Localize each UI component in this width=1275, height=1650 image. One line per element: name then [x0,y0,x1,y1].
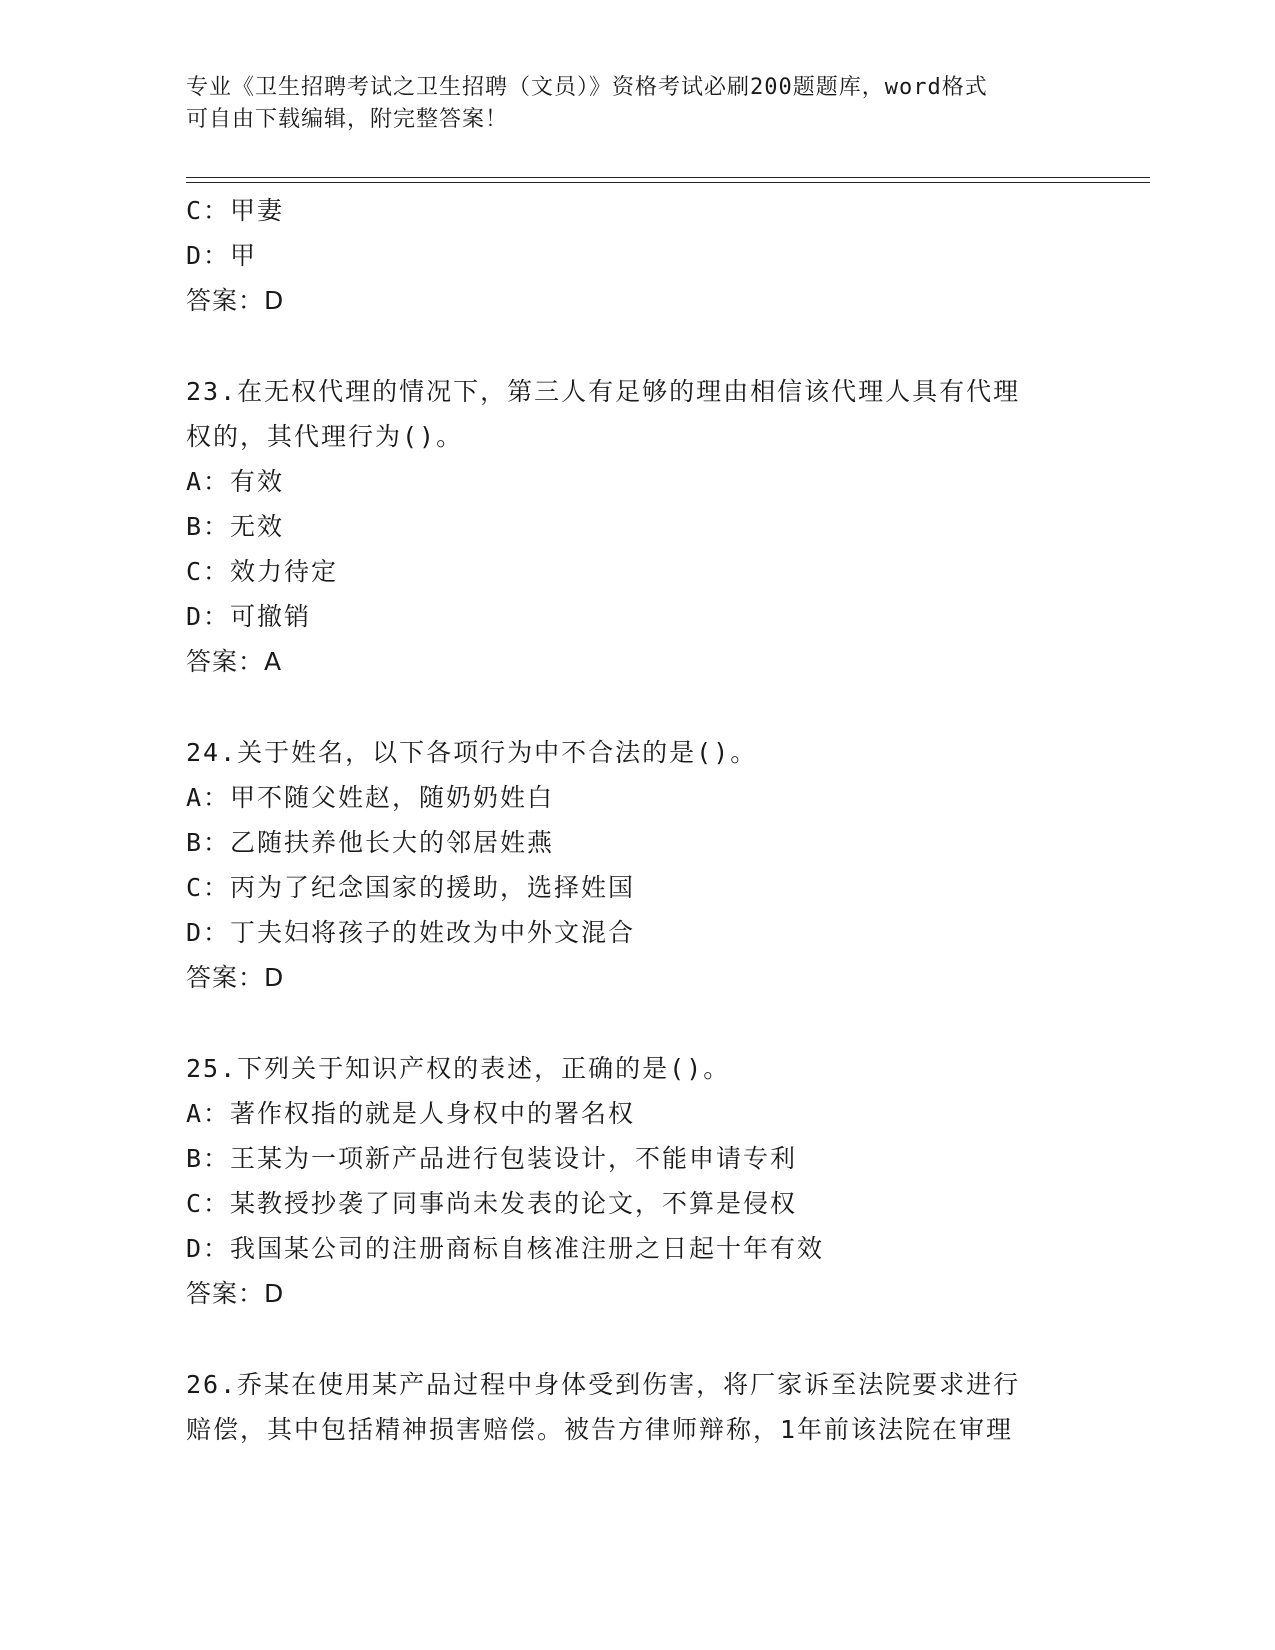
question-23 [186,369,1086,684]
answer-line: 答案：D [186,286,285,315]
option-d: D：甲 [186,241,258,270]
question-24 [186,730,1086,1000]
answer-line: 答案：A [186,647,283,676]
option-c: C：甲妻 [186,196,285,225]
question-text-line-1: 25.下列关于知识产权的表述，正确的是()。 [186,1054,731,1083]
option-a: A：有效 [186,467,285,496]
option-b: B：乙随扶养他长大的邻居姓燕 [186,828,555,857]
question-text-line-2: 赔偿，其中包括精神损害赔偿。被告方律师辩称，1年前该法院在审理 [186,1415,1014,1444]
document-header [186,72,1066,136]
header-line-2: 可自由下载编辑，附完整答案！ [186,107,509,132]
option-d: D：丁夫妇将孩子的姓改为中外文混合 [186,918,636,947]
option-b: B：王某为一项新产品进行包装设计，不能申请专利 [186,1144,798,1173]
question-list [186,188,1086,1452]
question-26 [186,1362,1086,1452]
question-text-line-1: 23.在无权代理的情况下，第三人有足够的理由相信该代理人具有代理 [186,377,1021,406]
question-text-line-1: 24.关于姓名，以下各项行为中不合法的是()。 [186,738,758,767]
question-text-line-1: 26.乔某在使用某产品过程中身体受到伤害，将厂家诉至法院要求进行 [186,1370,1021,1399]
option-d: D：我国某公司的注册商标自核准注册之日起十年有效 [186,1234,825,1263]
question-text-line-2: 权的，其代理行为()。 [186,422,464,451]
option-c: C：某教授抄袭了同事尚未发表的论文，不算是侵权 [186,1189,798,1218]
answer-line: 答案：D [186,963,285,992]
option-c: C：效力待定 [186,557,339,586]
header-rule-top [186,177,1150,178]
question-22-partial [186,188,1086,323]
option-c: C：丙为了纪念国家的援助，选择姓国 [186,873,636,902]
question-25 [186,1046,1086,1316]
answer-line: 答案：D [186,1279,285,1308]
header-rule-bottom [186,182,1150,183]
header-line-1: 专业《卫生招聘考试之卫生招聘（文员）》资格考试必刷200题题库，word格式 [186,75,988,100]
option-a: A：著作权指的就是人身权中的署名权 [186,1099,636,1128]
option-d: D：可撤销 [186,602,312,631]
option-a: A：甲不随父姓赵，随奶奶姓白 [186,783,555,812]
option-b: B：无效 [186,512,285,541]
